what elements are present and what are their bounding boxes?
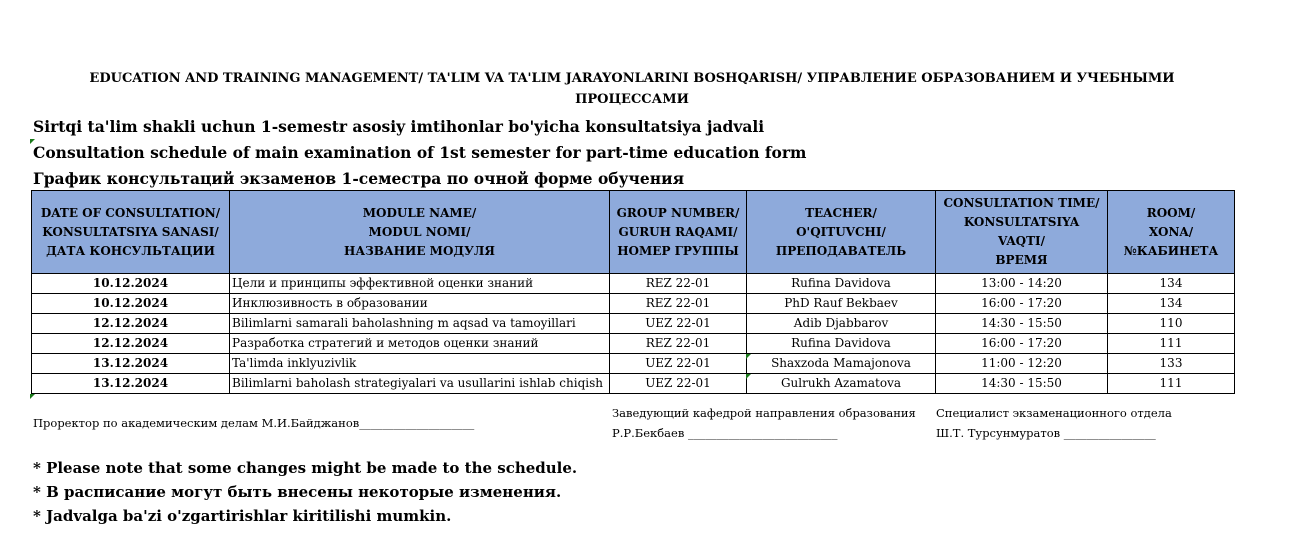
subtitle-uz: Sirtqi ta'lim shakli uchun 1-semestr asosiy imtihonlar bo'yicha konsultatsiya jadvali bbox=[33, 117, 765, 136]
cell-date: 10.12.2024 bbox=[32, 274, 230, 294]
column-header-date: DATE OF CONSULTATION/ KONSULTATSIYA SANASI/ ДАТА КОНСУЛЬТАЦИИ bbox=[32, 191, 230, 274]
cell-module: Ta'limda inklyuzivlik bbox=[230, 354, 610, 374]
cell-module: Bilimlarni baholash strategiyalari va usullarini ishlab chiqish bbox=[230, 374, 610, 394]
prorector-signature: Проректор по академическим делам М.И.Байджанов____________________ bbox=[33, 416, 475, 430]
column-header-module: MODULE NAME/ MODUL NOMI/ НАЗВАНИЕ МОДУЛЯ bbox=[230, 191, 610, 274]
cell-teacher: Shaxzoda Mamajonova bbox=[747, 354, 936, 374]
cell-room: 111 bbox=[1108, 334, 1235, 354]
cell-group: UEZ 22-01 bbox=[610, 374, 747, 394]
cell-room: 134 bbox=[1108, 274, 1235, 294]
cell-group: UEZ 22-01 bbox=[610, 314, 747, 334]
cell-date: 12.12.2024 bbox=[32, 334, 230, 354]
cell-group: REZ 22-01 bbox=[610, 274, 747, 294]
table-header-row bbox=[32, 191, 1235, 274]
cell-teacher: Rufina Davidova bbox=[747, 274, 936, 294]
table-row bbox=[32, 334, 1235, 354]
head-of-department-signature: Р.Р.Бекбаев __________________________ bbox=[612, 426, 838, 440]
table-row bbox=[32, 294, 1235, 314]
document-title: EDUCATION AND TRAINING MANAGEMENT/ TA'LIM VA TA'LIM JARAYONLARINI BOSHQARISH/ УПРАВЛЕНИЕ ОБРАЗОВАНИЕМ И УЧЕБНЫМИ ПРОЦЕССАМИ bbox=[89, 71, 1175, 107]
cell-module: Инклюзивность в образовании bbox=[230, 294, 610, 314]
cell-comment-marker bbox=[746, 354, 751, 359]
table-row bbox=[32, 374, 1235, 394]
cell-module: Bilimlarni samarali baholashning m aqsad va tamoyillari bbox=[230, 314, 610, 334]
cell-module: Цели и принципы эффективной оценки знаний bbox=[230, 274, 610, 294]
head-of-department-title: Заведующий кафедрой направления образования bbox=[612, 406, 916, 420]
table-row bbox=[32, 274, 1235, 294]
cell-room: 110 bbox=[1108, 314, 1235, 334]
cell-time: 16:00 - 17:20 bbox=[936, 294, 1108, 314]
cell-teacher: Adib Djabbarov bbox=[747, 314, 936, 334]
cell-date: 13.12.2024 bbox=[32, 374, 230, 394]
cell-comment-marker bbox=[30, 394, 35, 399]
column-header-room: ROOM/ XONA/ №КАБИНЕТА bbox=[1108, 191, 1235, 274]
cell-teacher: Gulrukh Azamatova bbox=[747, 374, 936, 394]
cell-date: 12.12.2024 bbox=[32, 314, 230, 334]
cell-teacher: Rufina Davidova bbox=[747, 334, 936, 354]
note-en: * Please note that some changes might be made to the schedule. bbox=[33, 459, 578, 477]
column-header-time: CONSULTATION TIME/ KONSULTATSIYA VAQTI/ ВРЕМЯ bbox=[936, 191, 1108, 274]
cell-module: Разработка стратегий и методов оценки знаний bbox=[230, 334, 610, 354]
table-row bbox=[32, 354, 1235, 374]
subtitle-en: Consultation schedule of main examination of 1st semester for part-time education form bbox=[33, 143, 807, 162]
cell-room: 134 bbox=[1108, 294, 1235, 314]
cell-group: REZ 22-01 bbox=[610, 294, 747, 314]
cell-time: 11:00 - 12:20 bbox=[936, 354, 1108, 374]
note-ru: * В расписание могут быть внесены некоторые изменения. bbox=[33, 483, 562, 501]
exam-specialist-title: Специалист экзаменационного отдела bbox=[936, 406, 1172, 420]
cell-teacher: PhD Rauf Bekbaev bbox=[747, 294, 936, 314]
cell-time: 14:30 - 15:50 bbox=[936, 374, 1108, 394]
column-header-teacher: TEACHER/ O'QITUVCHI/ ПРЕПОДАВАТЕЛЬ bbox=[747, 191, 936, 274]
cell-time: 14:30 - 15:50 bbox=[936, 314, 1108, 334]
cell-time: 13:00 - 14:20 bbox=[936, 274, 1108, 294]
cell-room: 133 bbox=[1108, 354, 1235, 374]
column-header-group: GROUP NUMBER/ GURUH RAQAMI/ НОМЕР ГРУППЫ bbox=[610, 191, 747, 274]
exam-specialist-signature: Ш.Т. Турсунмуратов ________________ bbox=[936, 426, 1156, 440]
cell-comment-marker bbox=[746, 374, 751, 379]
cell-room: 111 bbox=[1108, 374, 1235, 394]
subtitle-ru: График консультаций экзаменов 1-семестра по очной форме обучения bbox=[33, 169, 685, 188]
note-uz: * Jadvalga ba'zi o'zgartirishlar kiritilishi mumkin. bbox=[33, 507, 452, 525]
cell-time: 16:00 - 17:20 bbox=[936, 334, 1108, 354]
consultation-schedule-table bbox=[31, 190, 1235, 394]
table-row bbox=[32, 314, 1235, 334]
cell-date: 10.12.2024 bbox=[32, 294, 230, 314]
cell-group: REZ 22-01 bbox=[610, 334, 747, 354]
cell-date: 13.12.2024 bbox=[32, 354, 230, 374]
cell-group: UEZ 22-01 bbox=[610, 354, 747, 374]
